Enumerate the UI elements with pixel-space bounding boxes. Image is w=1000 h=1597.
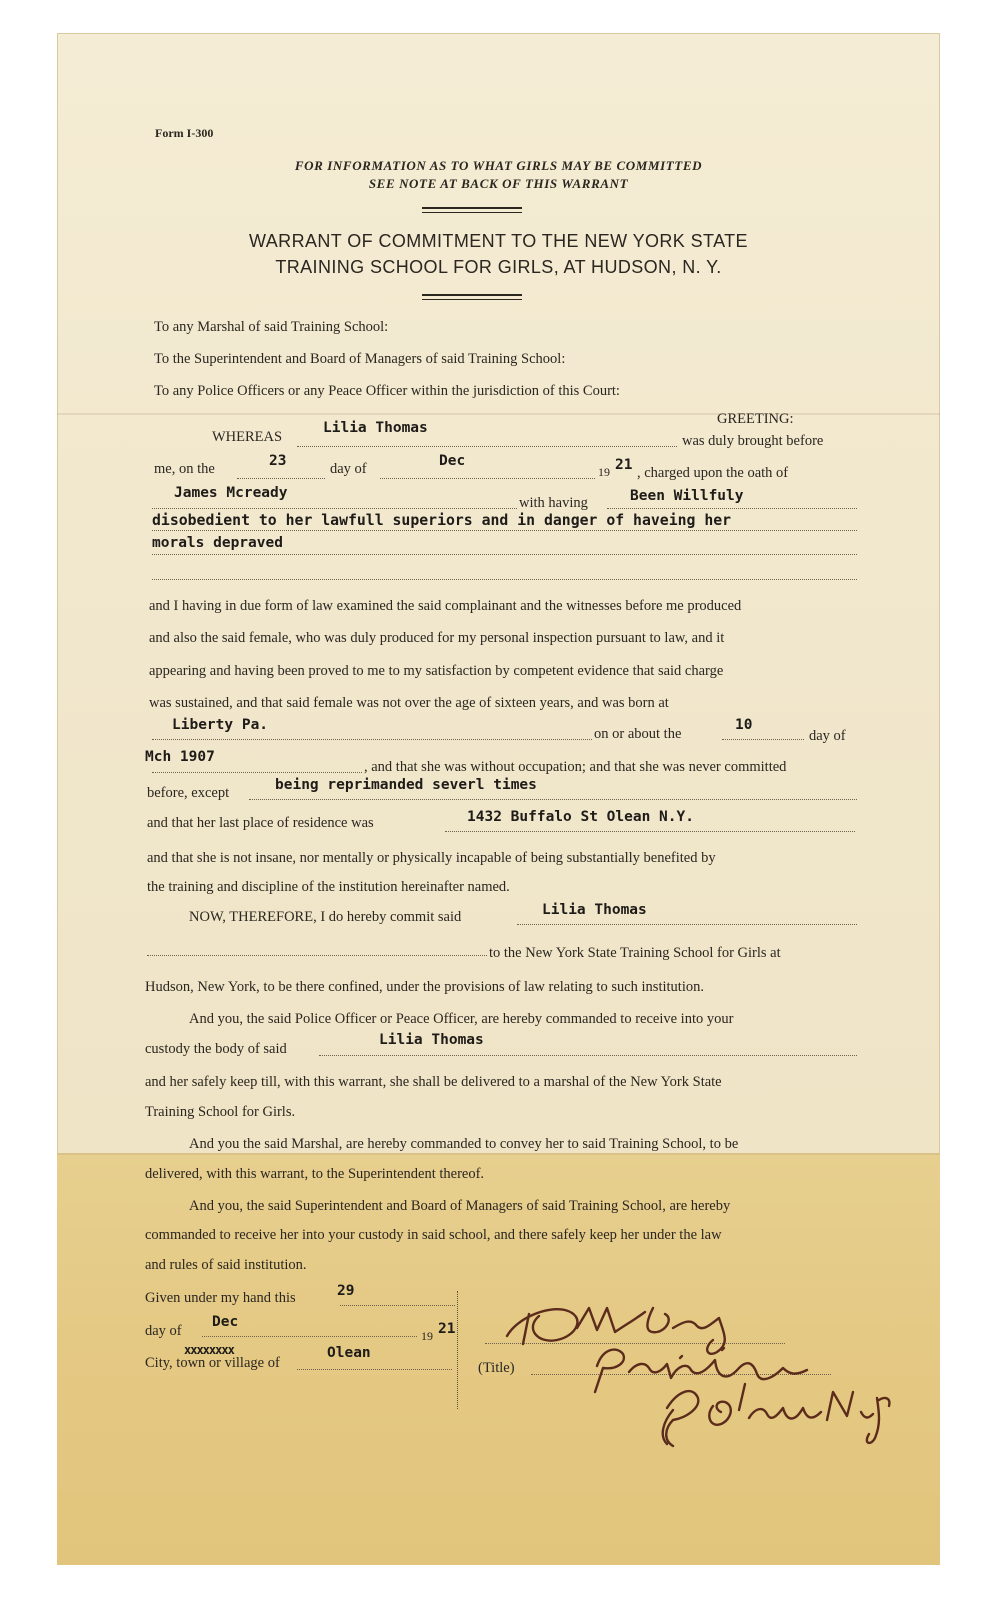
exam-line-1: and I having in due form of law examined the said complainant and the witnesses before me produced bbox=[149, 598, 742, 614]
fill-line bbox=[152, 508, 517, 509]
day-field: 23 bbox=[269, 453, 287, 469]
keep-till-line-1: and her safely keep till, with this warrant, she shall be delivered to a marshal of the New York State bbox=[145, 1074, 722, 1090]
with-having-text: with having bbox=[519, 495, 588, 511]
now-therefore-text: NOW, THEREFORE, I do hereby commit said bbox=[189, 909, 462, 925]
keep-till-line-2: Training School for Girls. bbox=[145, 1104, 296, 1120]
fill-line bbox=[607, 508, 857, 509]
to-school-text: to the New York State Training School for Girls at bbox=[489, 945, 781, 961]
title-rule bbox=[422, 299, 522, 300]
year-prefix-2: 19 bbox=[421, 1329, 433, 1343]
before-except-text: before, except bbox=[147, 785, 230, 801]
insanity-line-1: and that she is not insane, nor mentally or physically incapable of being substantially benefited by bbox=[147, 850, 716, 866]
exam-line-4: was sustained, and that said female was not over the age of sixteen years, and was born at bbox=[149, 695, 669, 711]
marshal-line-2: delivered, with this warrant, to the Superintendent thereof. bbox=[145, 1166, 485, 1182]
fill-line bbox=[319, 1055, 857, 1056]
title-label: (Title) bbox=[478, 1360, 515, 1376]
fill-line bbox=[152, 530, 857, 531]
form-number: Form I-300 bbox=[155, 126, 214, 140]
address-police: To any Police Officers or any Peace Officer within the jurisdiction of this Court: bbox=[154, 383, 620, 399]
document-title-line-2: TRAINING SCHOOL FOR GIRLS, AT HUDSON, N. Y. bbox=[275, 257, 722, 277]
birthplace-field: Liberty Pa. bbox=[172, 717, 269, 733]
birth-day-field: 10 bbox=[735, 717, 753, 733]
city-strikeout: xxxxxxxx bbox=[184, 1343, 234, 1357]
title-rule bbox=[422, 294, 522, 296]
given-month-field: Dec bbox=[212, 1314, 239, 1330]
notice-line-1: FOR INFORMATION AS TO WHAT GIRLS MAY BE COMMITTED bbox=[294, 158, 703, 173]
fill-line bbox=[297, 1369, 452, 1370]
fill-line bbox=[202, 1336, 417, 1337]
given-under-text: Given under my hand this bbox=[145, 1290, 296, 1306]
header-rule bbox=[422, 212, 522, 213]
fold-line bbox=[57, 1153, 940, 1155]
address-superintendent: To the Superintendent and Board of Managers of said Training School: bbox=[154, 351, 566, 367]
day-of-text-3: day of bbox=[145, 1323, 182, 1339]
custody-name-field: Lilia Thomas bbox=[379, 1032, 484, 1048]
brought-before-text: was duly brought before bbox=[682, 433, 824, 449]
commit-name-field: Lilia Thomas bbox=[542, 902, 647, 918]
year-prefix: 19 bbox=[598, 465, 610, 479]
charge-line-1: Been Willfuly bbox=[630, 488, 744, 504]
hudson-line: Hudson, New York, to be there confined, under the provisions of law relating to such institution. bbox=[145, 979, 704, 995]
fill-line bbox=[380, 478, 595, 479]
signature-bracket bbox=[457, 1291, 458, 1409]
complainant-field: James Mcready bbox=[174, 485, 288, 501]
superintendent-line-2: commanded to receive her into your custody in said school, and there safely keep her under the law bbox=[145, 1227, 722, 1243]
handwritten-signature bbox=[477, 1288, 897, 1453]
insanity-line-2: the training and discipline of the institution hereinafter named. bbox=[147, 879, 510, 895]
day-of-text: day of bbox=[330, 461, 367, 477]
given-year-field: 21 bbox=[438, 1321, 456, 1337]
header-rule bbox=[422, 207, 522, 209]
fill-line bbox=[722, 739, 804, 740]
marshal-line-1: And you the said Marshal, are hereby commanded to convey her to said Training School, to be bbox=[189, 1136, 739, 1152]
girl-name-field: Lilia Thomas bbox=[323, 420, 428, 436]
fill-line bbox=[445, 831, 855, 832]
exam-line-3: appearing and having been proved to me to my satisfaction by competent evidence that said charge bbox=[149, 663, 724, 679]
on-or-about-text: on or about the bbox=[594, 726, 682, 742]
year-field: 21 bbox=[615, 457, 633, 473]
residence-field: 1432 Buffalo St Olean N.Y. bbox=[467, 809, 694, 825]
fill-line bbox=[147, 955, 487, 956]
superintendent-line-3: and rules of said institution. bbox=[145, 1257, 307, 1273]
charged-text: , charged upon the oath of bbox=[637, 465, 789, 481]
warrant-document bbox=[57, 33, 940, 1565]
address-marshal: To any Marshal of said Training School: bbox=[154, 319, 389, 335]
police-paragraph: And you, the said Police Officer or Peace Officer, are hereby commanded to receive into your bbox=[189, 1011, 734, 1027]
fill-line bbox=[249, 799, 857, 800]
fill-line bbox=[517, 924, 857, 925]
fill-line bbox=[152, 554, 857, 555]
city-field: Olean bbox=[327, 1345, 371, 1361]
whereas-label: WHEREAS bbox=[212, 429, 283, 445]
notice-line-2: SEE NOTE AT BACK OF THIS WARRANT bbox=[368, 176, 629, 191]
fill-line bbox=[152, 772, 362, 773]
city-town-text: City, town or village of bbox=[145, 1355, 280, 1371]
fill-line bbox=[297, 446, 677, 447]
given-day-field: 29 bbox=[337, 1283, 355, 1299]
fold-line bbox=[57, 413, 940, 415]
fill-line bbox=[340, 1305, 455, 1306]
exam-line-2: and also the said female, who was duly produced for my personal inspection pursuant to law, and it bbox=[149, 630, 725, 646]
superintendent-line-1: And you, the said Superintendent and Board of Managers of said Training School, are hereby bbox=[189, 1198, 731, 1214]
charge-line-3: morals depraved bbox=[152, 535, 283, 551]
month-field: Dec bbox=[439, 453, 466, 469]
last-residence-text: and that her last place of residence was bbox=[147, 815, 374, 831]
fill-line bbox=[152, 579, 857, 580]
except-field: being reprimanded severl times bbox=[275, 777, 537, 793]
greeting: GREETING: bbox=[717, 411, 794, 427]
fill-line bbox=[237, 478, 325, 479]
without-occupation-text: , and that she was without occupation; and that she was never committed bbox=[364, 759, 787, 775]
custody-of-text: custody the body of said bbox=[145, 1041, 287, 1057]
document-title-line-1: WARRANT OF COMMITMENT TO THE NEW YORK STATE bbox=[249, 231, 748, 251]
charge-line-2: disobedient to her lawfull superiors and in danger of haveing her bbox=[152, 512, 732, 529]
birth-month-year-field: Mch 1907 bbox=[145, 749, 215, 765]
me-on-the-text: me, on the bbox=[154, 461, 215, 477]
day-of-text-2: day of bbox=[809, 728, 846, 744]
fill-line bbox=[152, 739, 592, 740]
